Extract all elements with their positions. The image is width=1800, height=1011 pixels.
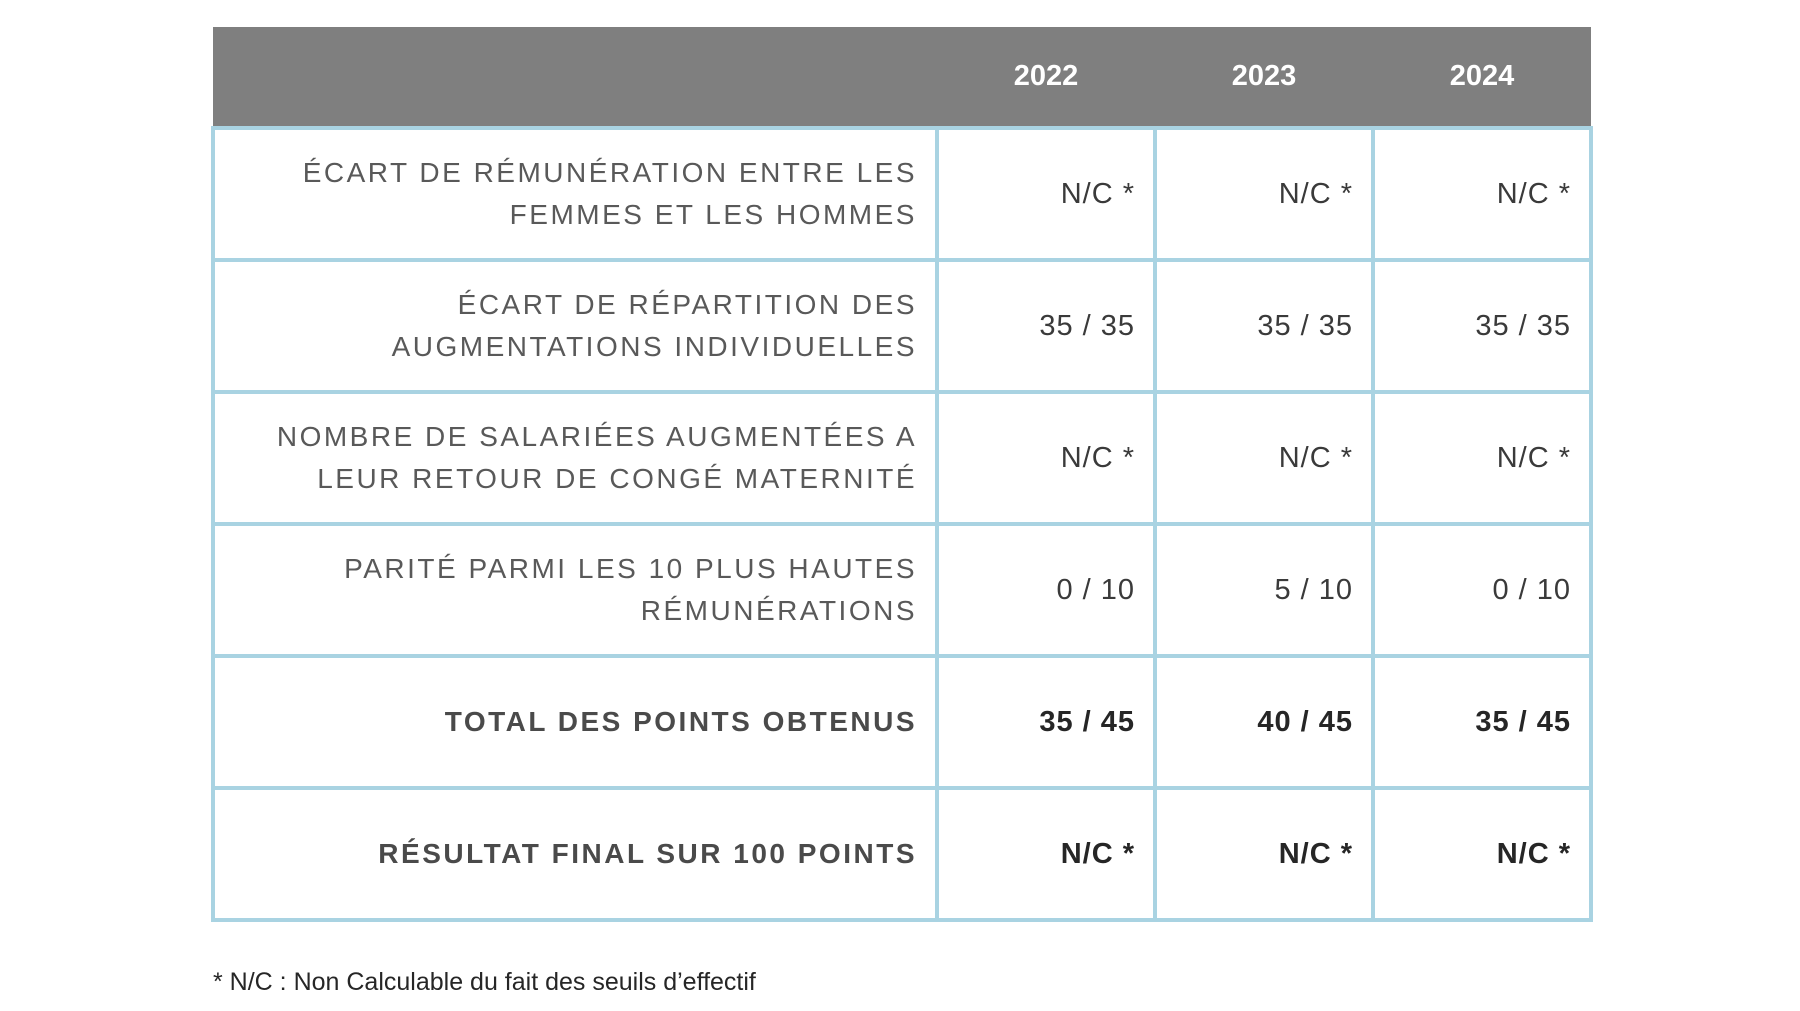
cell-value: N/C * bbox=[937, 392, 1155, 524]
cell-value: N/C * bbox=[1155, 788, 1373, 920]
cell-value: 0 / 10 bbox=[937, 524, 1155, 656]
cell-value: N/C * bbox=[937, 128, 1155, 260]
table-row bbox=[213, 392, 1591, 524]
total-row bbox=[213, 656, 1591, 788]
cell-value: N/C * bbox=[1373, 392, 1591, 524]
row-label: ÉCART DE RÉMUNÉRATION ENTRE LES FEMMES ET LES HOMMES bbox=[213, 128, 937, 260]
header-year-2022: 2022 bbox=[937, 27, 1155, 128]
equality-index-table bbox=[211, 27, 1593, 922]
cell-value: N/C * bbox=[937, 788, 1155, 920]
cell-value: 35 / 35 bbox=[1373, 260, 1591, 392]
row-label: RÉSULTAT FINAL SUR 100 POINTS bbox=[213, 788, 937, 920]
row-label: NOMBRE DE SALARIÉES AUGMENTÉES A LEUR RETOUR DE CONGÉ MATERNITÉ bbox=[213, 392, 937, 524]
header-row bbox=[213, 27, 1591, 128]
cell-value: 40 / 45 bbox=[1155, 656, 1373, 788]
cell-value: 35 / 35 bbox=[937, 260, 1155, 392]
cell-value: 35 / 45 bbox=[1373, 656, 1591, 788]
row-label: ÉCART DE RÉPARTITION DES AUGMENTATIONS INDIVIDUELLES bbox=[213, 260, 937, 392]
table-row bbox=[213, 524, 1591, 656]
index-table-container bbox=[211, 27, 1589, 922]
final-result-row bbox=[213, 788, 1591, 920]
cell-value: N/C * bbox=[1373, 788, 1591, 920]
header-empty-cell bbox=[213, 27, 937, 128]
cell-value: N/C * bbox=[1155, 128, 1373, 260]
header-year-2023: 2023 bbox=[1155, 27, 1373, 128]
footnote: * N/C : Non Calculable du fait des seuils d’effectif bbox=[213, 968, 756, 996]
row-label: TOTAL DES POINTS OBTENUS bbox=[213, 656, 937, 788]
row-label: PARITÉ PARMI LES 10 PLUS HAUTES RÉMUNÉRATIONS bbox=[213, 524, 937, 656]
table-row bbox=[213, 128, 1591, 260]
cell-value: N/C * bbox=[1373, 128, 1591, 260]
header-year-2024: 2024 bbox=[1373, 27, 1591, 128]
cell-value: 5 / 10 bbox=[1155, 524, 1373, 656]
cell-value: 35 / 35 bbox=[1155, 260, 1373, 392]
cell-value: 35 / 45 bbox=[937, 656, 1155, 788]
table-row bbox=[213, 260, 1591, 392]
cell-value: 0 / 10 bbox=[1373, 524, 1591, 656]
cell-value: N/C * bbox=[1155, 392, 1373, 524]
